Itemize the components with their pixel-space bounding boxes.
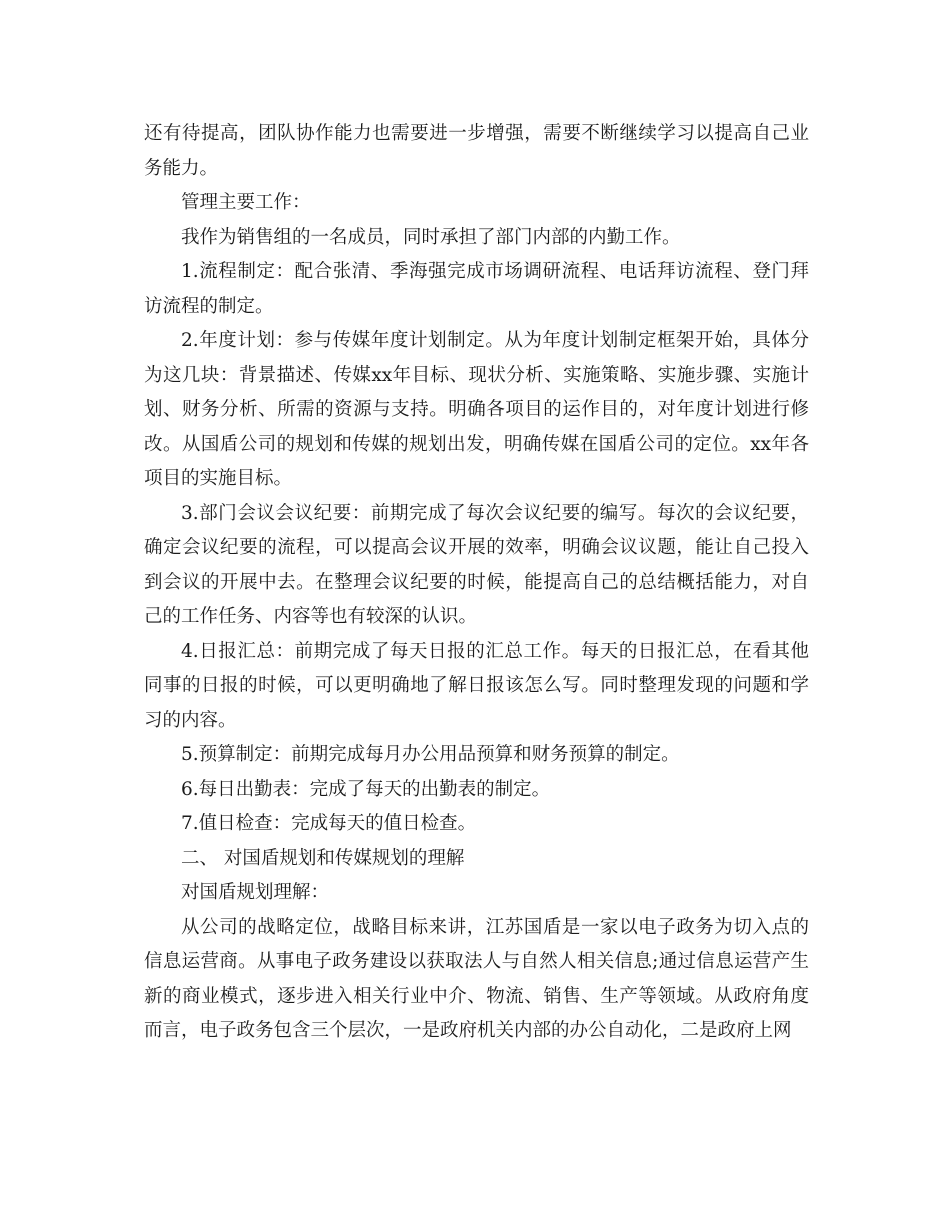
paragraph-item-1: 1.流程制定：配合张清、季海强完成市场调研流程、电话拜访流程、登门拜访流程的制定。 xyxy=(144,261,809,317)
section-heading-2: 二、 对国盾规划和传媒规划的理解 xyxy=(181,847,465,869)
paragraph-item-6: 6.每日出勤表：完成了每天的出勤表的制定。 xyxy=(181,778,551,800)
paragraph-intro: 我作为销售组的一名成员，同时承担了部门内部的内勤工作。 xyxy=(181,226,681,248)
paragraph-item-4: 4.日报汇总：前期完成了每天日报的汇总工作。每天的日报汇总，在看其他同事的日报的时候，可以更明确地了解日报该怎么写。同时整理发现的问题和学习的内容。 xyxy=(144,640,809,731)
paragraph-item-2: 2.年度计划：参与传媒年度计划制定。从为年度计划制定框架开始，具体分为这几块：背景描述、传媒xx年目标、现状分析、实施策略、实施步骤、实施计划、财务分析、所需的资源与支持。明确各项目的运作目的，对年度计划进行修改。从国盾公司的规划和传媒的规划出发，明确传媒在国盾公司的定位。xx年各项目的实施目标。 xyxy=(144,330,809,489)
paragraph-strategy: 从公司的战略定位，战略目标来讲，江苏国盾是一家以电子政务为切入点的信息运营商。从事电子政务建设以获取法人与自然人相关信息;通过信息运营产生新的商业模式，逐步进入相关行业中介、物流、销售、生产等领域。从政府角度而言，电子政务包含三个层次，一是政府机关内部的办公自动化，二是政府上网 xyxy=(144,916,809,1041)
paragraph-item-5: 5.预算制定：前期完成每月办公用品预算和财务预算的制定。 xyxy=(181,744,680,765)
paragraph-item-3: 3.部门会议会议纪要：前期完成了每次会议纪要的编写。每次的会议纪要，确定会议纪要的流程，可以提高会议开展的效率，明确会议议题，能让自己投入到会议的开展中去。在整理会议纪要的时候，能提高自己的总结概括能力，对自己的工作任务、内容等也有较深的认识。 xyxy=(144,502,809,627)
subheading-guodun-plan: 对国盾规划理解： xyxy=(181,882,330,903)
paragraph-continuation: 还有待提高，团队协作能力也需要进一步增强，需要不断继续学习以提高自己业务能力。 xyxy=(144,123,809,179)
document-body xyxy=(144,117,809,1049)
paragraph-item-7: 7.值日检查：完成每天的值日检查。 xyxy=(181,813,477,834)
paragraph-heading-management: 管理主要工作： xyxy=(181,192,311,213)
